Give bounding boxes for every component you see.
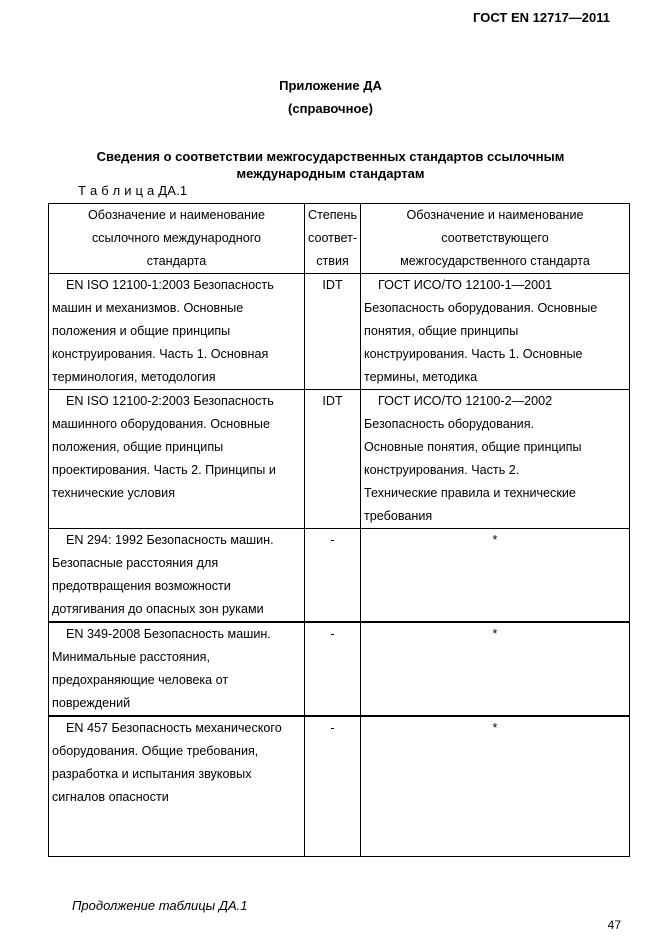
gost-standard-cell xyxy=(361,390,630,529)
cell-line: ГОСТ ИСО/ТО 12100-2—2002 xyxy=(378,394,553,408)
ref-standard-cell xyxy=(49,529,305,623)
appendix-subtitle: (справочное) xyxy=(288,101,373,116)
table-row xyxy=(49,274,630,390)
degree-cell xyxy=(305,529,361,623)
cell-line: конструирования. Часть 1. Основная xyxy=(52,347,269,361)
gost-standard-cell xyxy=(361,274,630,390)
table-row xyxy=(49,529,630,623)
page-number: 47 xyxy=(607,918,621,932)
cell-line: требования xyxy=(364,509,433,523)
ref-standard-cell xyxy=(49,716,305,856)
gost-standard-cell xyxy=(361,716,630,856)
degree-cell xyxy=(305,274,361,390)
cell-line: сигналов опасности xyxy=(52,790,169,804)
degree-value: IDT xyxy=(322,278,343,292)
cell-line: Минимальные расстояния, xyxy=(52,650,210,664)
cell-line: понятия, общие принципы xyxy=(364,324,519,338)
header-text: ствия xyxy=(316,254,349,268)
degree-value: IDT xyxy=(322,394,343,408)
table-header-row xyxy=(49,204,630,274)
header-text: соответствующего xyxy=(441,231,549,245)
appendix-title: Приложение ДА xyxy=(279,78,382,93)
degree-cell xyxy=(305,716,361,856)
cell-line: конструирования. Часть 1. Основные xyxy=(364,347,583,361)
header-text: Обозначение и наименование xyxy=(406,208,584,222)
degree-value: - xyxy=(330,721,335,735)
header-degree xyxy=(305,204,361,274)
cell-line: машин и механизмов. Основные xyxy=(52,301,244,315)
heading-line-1: Сведения о соответствии межгосударственных стандартов ссылочным xyxy=(96,149,565,164)
header-ref-standard xyxy=(49,204,305,274)
document-code: ГОСТ EN 12717—2011 xyxy=(473,10,610,25)
table-row xyxy=(49,622,630,716)
cell-line: положения и общие принципы xyxy=(52,324,231,338)
heading-line-2: международным стандартам xyxy=(236,166,425,181)
cell-line: терминология, методология xyxy=(52,370,216,384)
not-available-mark: * xyxy=(492,533,498,547)
cell-line: положения, общие принципы xyxy=(52,440,224,454)
appendix-heading xyxy=(0,148,661,182)
table-row xyxy=(49,716,630,856)
ref-standard-cell xyxy=(49,274,305,390)
header-text: ссылочного международного xyxy=(91,231,262,245)
cell-line: ГОСТ ИСО/ТО 12100-1—2001 xyxy=(378,278,553,292)
not-available-mark: * xyxy=(492,627,498,641)
cell-line: конструирования. Часть 2. xyxy=(364,463,520,477)
degree-cell xyxy=(305,622,361,716)
cell-line: разработка и испытания звуковых xyxy=(52,767,252,781)
cell-line: EN 457 Безопасность механического xyxy=(66,721,282,735)
cell-line: EN 349-2008 Безопасность машин. xyxy=(66,627,271,641)
cell-line: предохраняющие человека от xyxy=(52,673,229,687)
cell-line: EN 294: 1992 Безопасность машин. xyxy=(66,533,274,547)
cell-line: термины, методика xyxy=(364,370,478,384)
header-text: соответ- xyxy=(308,231,358,245)
table-caption: Т а б л и ц а ДА.1 xyxy=(78,183,188,198)
cell-line: предотвращения возможности xyxy=(52,579,231,593)
degree-cell xyxy=(305,390,361,529)
degree-value: - xyxy=(330,533,335,547)
degree-value: - xyxy=(330,627,335,641)
cell-line: оборудования. Общие требования, xyxy=(52,744,259,758)
not-available-mark: * xyxy=(492,721,498,735)
table-row xyxy=(49,390,630,529)
cell-line: Основные понятия, общие принципы xyxy=(364,440,582,454)
cell-line: Безопасность оборудования. Основные xyxy=(364,301,598,315)
cell-line: проектирования. Часть 2. Принципы и xyxy=(52,463,276,477)
cell-line: EN ISO 12100-1:2003 Безопасность xyxy=(66,278,274,292)
cell-line: машинного оборудования. Основные xyxy=(52,417,270,431)
gost-standard-cell xyxy=(361,529,630,623)
table-continuation-note: Продолжение таблицы ДА.1 xyxy=(72,898,248,913)
cell-line: Технические правила и технические xyxy=(364,486,576,500)
ref-standard-cell xyxy=(49,622,305,716)
cell-line: технические условия xyxy=(52,486,176,500)
correspondence-table xyxy=(48,203,630,857)
header-text: стандарта xyxy=(146,254,207,268)
cell-line: Безопасность оборудования. xyxy=(364,417,535,431)
cell-line: дотягивания до опасных зон руками xyxy=(52,602,264,616)
cell-line: повреждений xyxy=(52,696,131,710)
header-gost-standard xyxy=(361,204,630,274)
header-text: Обозначение и наименование xyxy=(87,208,266,222)
cell-line: EN ISO 12100-2:2003 Безопасность xyxy=(66,394,274,408)
header-text: межгосударственного стандарта xyxy=(400,254,590,268)
cell-line: Безопасные расстояния для xyxy=(52,556,219,570)
ref-standard-cell xyxy=(49,390,305,529)
gost-standard-cell xyxy=(361,622,630,716)
header-text: Степень xyxy=(308,208,358,222)
